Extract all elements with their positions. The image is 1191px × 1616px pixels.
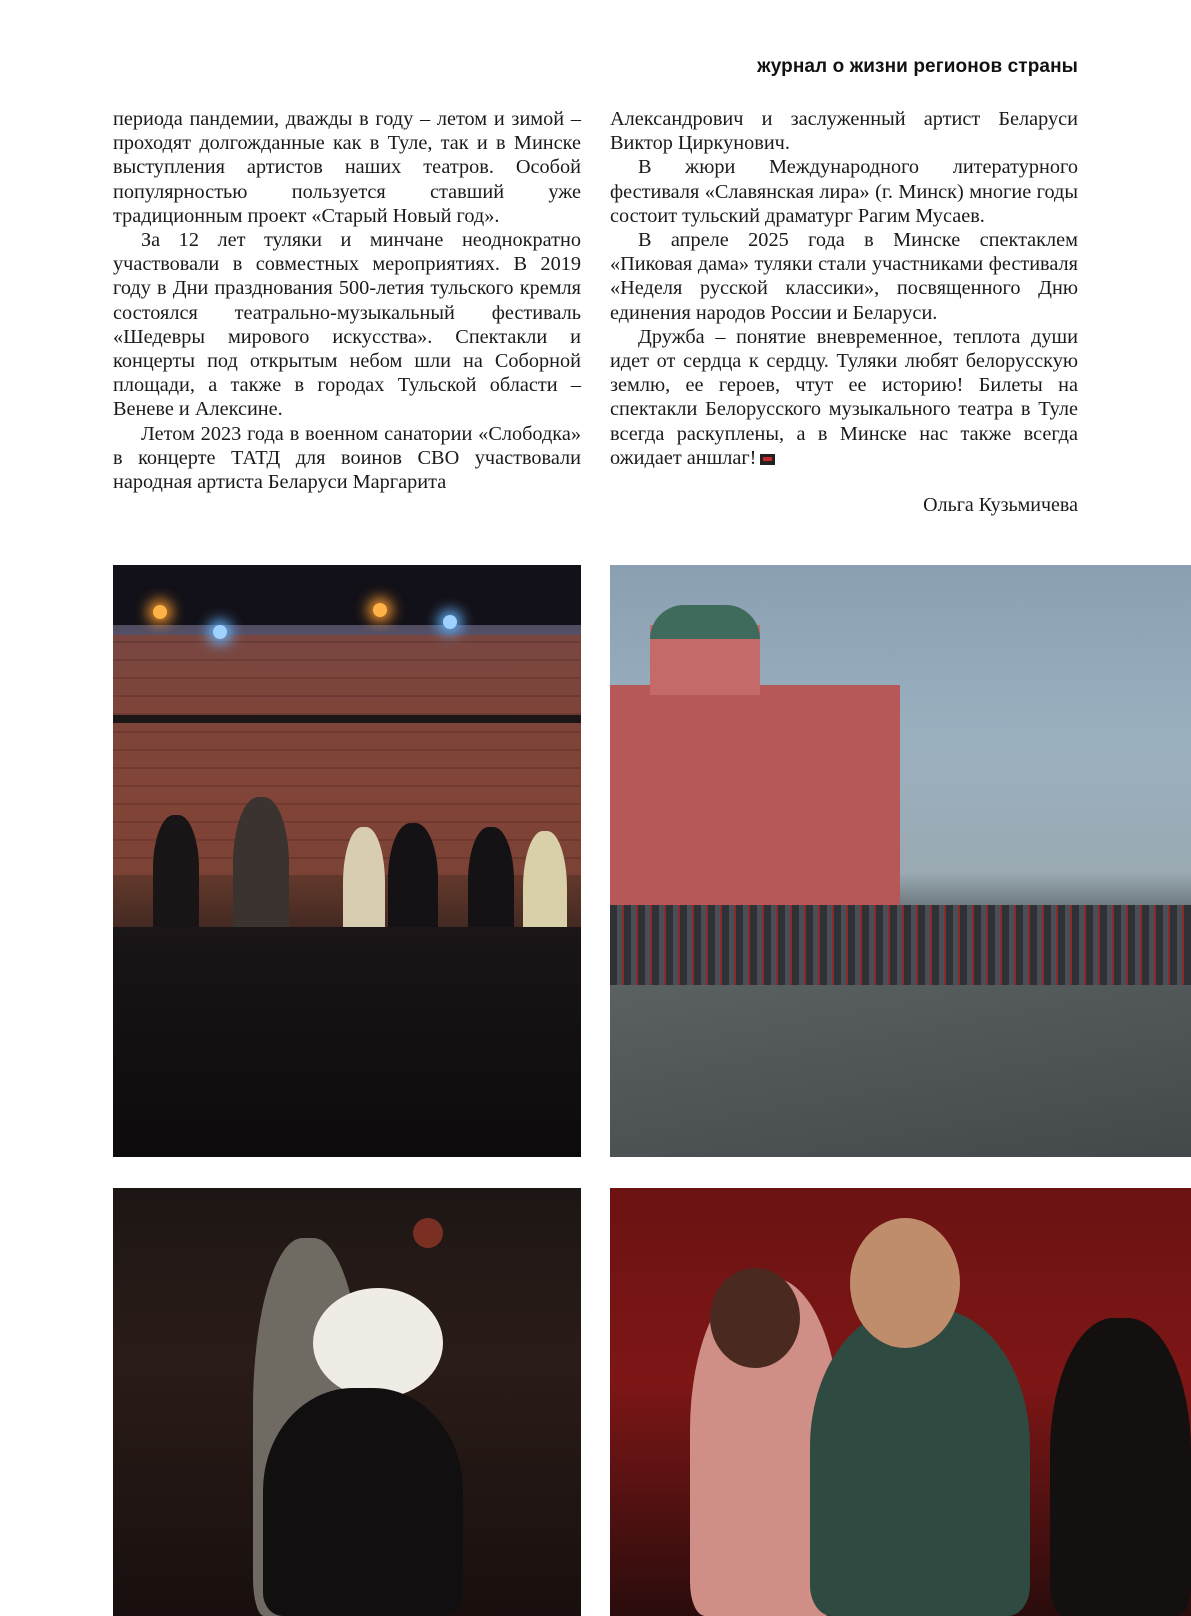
magazine-header: журнал о жизни регионов страны: [757, 56, 1078, 77]
orchestra-shape: [113, 927, 581, 1157]
actress-figure: [263, 1388, 463, 1616]
concert-stage-photo: [113, 565, 581, 1157]
end-of-article-icon: [760, 454, 775, 465]
stage-light-icon: [373, 603, 387, 617]
square-paving-shape: [610, 985, 1191, 1157]
actor-figure: [1050, 1318, 1191, 1616]
article-paragraph: Александрович и заслуженный артист Беларуси Виктор Циркунович.: [610, 108, 1078, 155]
stage-light-icon: [443, 615, 457, 629]
dancer-hair-shape: [710, 1268, 800, 1368]
article-paragraph: За 12 лет туляки и минчане неоднократно участвовали в совместных мероприятиях. В 2019 году в Дни празднования 500-летия тульского кремля состоялся театрально-музыкальный фестиваль «Шедевры мирового искусства». Спектакли и концерты под открытым небом шли на Соборной площади, а также в городах Тульской области – Веневе и Алексине.: [113, 229, 581, 421]
actress-stage-photo: [113, 1188, 581, 1616]
audience-crowd-shape: [610, 905, 1191, 985]
white-wig-shape: [313, 1288, 443, 1398]
article-paragraph: периода пандемии, дважды в году – летом и зимой – проходят долгожданные как в Туле, так и в Минске выступления артистов наших театров. Особой популярностью пользуется ставший уже традиционным проект «Старый Новый год».: [113, 108, 581, 227]
article-column-right: [610, 107, 1078, 470]
article-paragraph-last: [610, 325, 1078, 470]
stage-railing-shape: [113, 715, 581, 723]
article-paragraph-text: Дружба – понятие вневременное, теплота души идет от сердца к сердцу. Туляки любят белорусскую землю, ее героев, чтут ее историю! Билеты на спектакли Белорусского музыкального театра в Туле всегда раскуплены, а в Минске нас также всегда ожидает аншлаг!: [610, 325, 1078, 469]
officer-head-shape: [850, 1218, 960, 1348]
article-column-left: [113, 107, 581, 494]
article-paragraph: Летом 2023 года в военном санатории «Слободка» в концерте ТАТД для воинов СВО участвовали народная артиста Беларуси Маргарита: [113, 422, 581, 494]
lighting-truss-shape: [113, 565, 581, 625]
officer-figure: [810, 1308, 1030, 1616]
stage-light-icon: [153, 605, 167, 619]
cathedral-square-photo: [610, 565, 1191, 1157]
cathedral-dome-shape: [650, 605, 760, 639]
performer-figure: [153, 815, 199, 935]
stage-light-icon: [213, 625, 227, 639]
cathedral-body-shape: [610, 685, 900, 925]
article-author: Ольга Кузьмичева: [923, 494, 1078, 516]
waltz-scene-photo: [610, 1188, 1191, 1616]
performer-figure: [233, 797, 289, 947]
stage-lamp-shape: [413, 1218, 443, 1248]
article-paragraph: В жюри Международного литературного фестиваля «Славянская лира» (г. Минск) многие годы состоит тульский драматург Рагим Мусаев.: [610, 156, 1078, 227]
article-paragraph: В апреле 2025 года в Минске спектаклем «Пиковая дама» туляки стали участниками фестиваля «Неделя русской классики», посвященного Дню единения народов России и Беларуси.: [610, 229, 1078, 324]
